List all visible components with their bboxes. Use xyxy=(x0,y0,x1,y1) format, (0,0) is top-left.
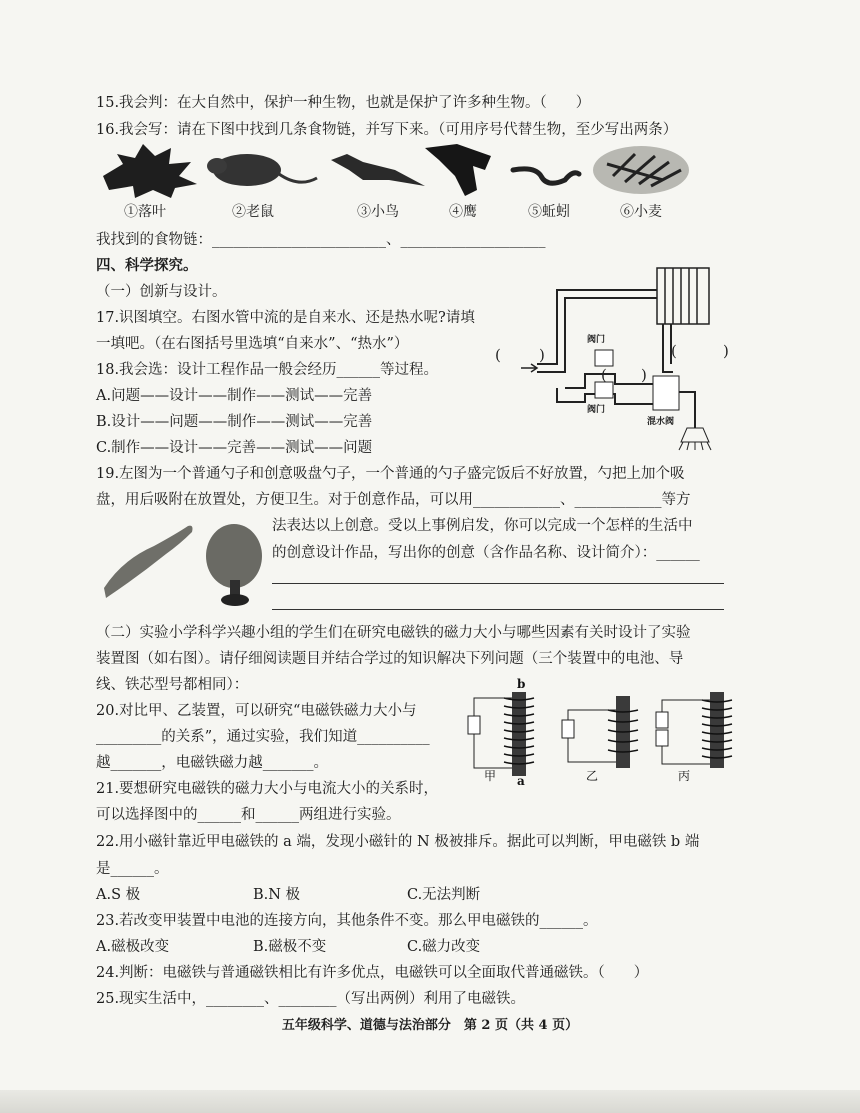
question-19-line-3: 法表达以上创意。受以上事例启发，你可以完成一个怎样的生活中 xyxy=(272,518,693,534)
mouse-image xyxy=(207,154,317,186)
device-label-bing: 丙 xyxy=(678,769,691,783)
part-1-title: （一）创新与设计。 xyxy=(96,284,227,300)
answer-line-1 xyxy=(272,583,724,584)
question-22-option-a: A.S 极 xyxy=(96,887,141,903)
question-15: 15.我会判：在大自然中，保护一种生物，也就是保护了许多种生物。（ ） xyxy=(96,95,591,111)
spoon-images xyxy=(96,514,268,610)
suction-spoon-image xyxy=(206,524,262,606)
water-pipe-diagram xyxy=(495,262,735,452)
fallen-leaf-image xyxy=(103,144,197,198)
question-17-line-2: 一填吧。（在右图括号里选填“自来水”、“热水”） xyxy=(96,336,409,352)
question-20-line-1: 20.对比甲、乙装置，可以研究“电磁铁磁力大小与 xyxy=(96,703,417,719)
question-18-option-c: C.制作——设计——完善——测试——问题 xyxy=(96,440,373,456)
question-22-option-c: C.无法判断 xyxy=(407,887,481,903)
valve-label-lower: 阀门 xyxy=(587,405,606,415)
section-4-title: 四、科学探究。 xyxy=(96,257,198,274)
end-label-a: a xyxy=(517,774,525,786)
organism-label-2: ②老鼠 xyxy=(232,204,274,220)
organism-label-1: ①落叶 xyxy=(124,204,166,220)
question-19-line-1: 19.左图为一个普通勺子和创意吸盘勺子，一个普通的勺子盛完饭后不好放置，勺把上加个吸 xyxy=(96,466,685,482)
page-footer: 五年级科学、道德与法治部分 第 2 页（共 4 页） xyxy=(281,1018,579,1033)
paper-bottom-edge xyxy=(0,1090,860,1113)
bird-image xyxy=(331,154,425,186)
bracket-left-close: ) xyxy=(539,346,545,364)
question-20-line-2: _________的关系”，通过实验，我们知道__________ xyxy=(96,729,430,745)
end-label-b: b xyxy=(517,677,526,691)
mixer-label: 混水阀 xyxy=(647,417,675,427)
inflow-arrow xyxy=(521,364,537,372)
organism-images xyxy=(95,140,735,206)
food-chain-answer-line: 我找到的食物链：________________________、____________________ xyxy=(96,232,546,248)
device-label-jia: 甲 xyxy=(484,769,497,783)
mixing-valve xyxy=(653,376,679,410)
valve-lower xyxy=(595,382,613,398)
bracket-right-open: ( xyxy=(671,342,677,360)
device-label-yi: 乙 xyxy=(586,769,599,783)
organism-label-3: ③小鸟 xyxy=(357,204,399,220)
question-18-option-a: A.问题——设计——制作——测试——完善 xyxy=(96,388,373,404)
valve-label-upper: 阀门 xyxy=(587,335,606,345)
question-25: 25.现实生活中，________、________（写出两例）利用了电磁铁。 xyxy=(96,991,526,1007)
eagle-image xyxy=(425,144,491,196)
part-2-line-1: （二）实验小学科学兴趣小组的学生们在研究电磁铁的磁力大小与哪些因素有关时设计了实验 xyxy=(96,625,691,641)
electromagnet-diagram xyxy=(456,676,736,786)
question-21-line-2: 可以选择图中的______和______两组进行实验。 xyxy=(96,807,401,823)
bracket-middle-open: ( xyxy=(601,366,607,384)
question-17-line-1: 17.识图填空。右图水管中流的是自来水、还是热水呢?请填 xyxy=(96,310,475,326)
question-23: 23.若改变甲装置中电池的连接方向，其他条件不变。那么甲电磁铁的______。 xyxy=(96,913,598,929)
bracket-left-open: ( xyxy=(495,346,501,364)
organism-label-4: ④鹰 xyxy=(449,204,477,220)
question-16: 16.我会写：请在下图中找到几条食物链，并写下来。（可用序号代替生物，至少写出两条） xyxy=(96,122,678,138)
answer-line-2 xyxy=(272,609,724,610)
question-20-line-3: 越_______，电磁铁磁力越_______。 xyxy=(96,755,328,771)
part-2-line-2: 装置图（如右图）。请仔细阅读题目并结合学过的知识解决下列问题（三个装置中的电池、导 xyxy=(96,651,684,667)
question-22-option-b: B.N 极 xyxy=(253,887,301,903)
question-21-line-1: 21.要想研究电磁铁的磁力大小与电流大小的关系时， xyxy=(96,781,439,797)
question-23-option-c: C.磁力改变 xyxy=(407,939,481,955)
question-18-option-b: B.设计——问题——制作——测试——完善 xyxy=(96,414,373,430)
organism-label-6: ⑥小麦 xyxy=(620,204,662,220)
organism-label-5: ⑤蚯蚓 xyxy=(528,204,570,220)
wheat-image xyxy=(593,146,689,194)
bracket-right-close: ) xyxy=(723,342,729,360)
question-24: 24.判断：电磁铁与普通磁铁相比有许多优点，电磁铁可以全面取代普通磁铁。（ ） xyxy=(96,965,649,981)
bracket-middle-close: ) xyxy=(641,366,647,384)
electromagnet-bing xyxy=(656,692,732,783)
question-19-line-2: 盘，用后吸附在放置处，方便卫生。对于创意作品，可以用____________、____________等方 xyxy=(96,492,691,508)
question-22-line-1: 22.用小磁针靠近甲电磁铁的 a 端，发现小磁针的 N 极被排斥。据此可以判断，甲电磁铁 b 端 xyxy=(96,834,700,850)
question-23-option-b: B.磁极不变 xyxy=(253,939,327,955)
electromagnet-jia xyxy=(468,677,534,786)
question-22-line-2: 是______。 xyxy=(96,861,169,877)
solar-heater xyxy=(657,268,709,324)
question-19-line-4: 的创意设计作品，写出你的创意（含作品名称、设计简介）：______ xyxy=(272,545,700,561)
normal-spoon-image xyxy=(104,526,193,598)
part-2-line-3: 线、铁芯型号都相同）： xyxy=(96,677,249,693)
electromagnet-yi xyxy=(562,696,638,783)
question-18: 18.我会选：设计工程作品一般会经历______等过程。 xyxy=(96,362,439,378)
valve-upper xyxy=(595,350,613,366)
shower-head xyxy=(681,428,709,442)
question-23-option-a: A.磁极改变 xyxy=(96,939,170,955)
earthworm-image xyxy=(513,169,579,183)
